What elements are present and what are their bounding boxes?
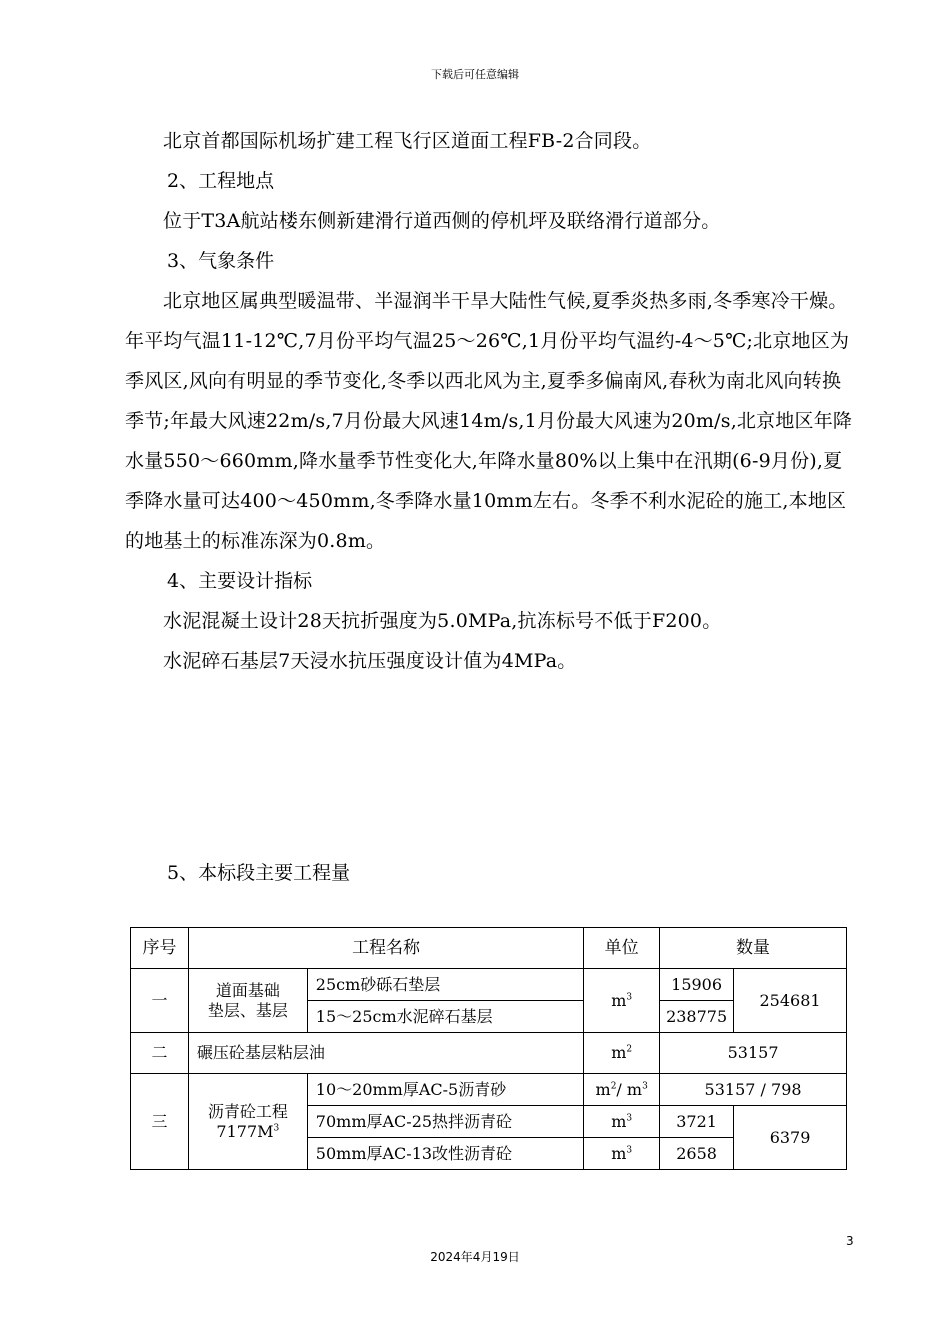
- paragraph-base-strength: 水泥碎石基层7天浸水抗压强度设计值为4MPa。: [163, 650, 577, 672]
- row3-qty-c: 2658: [660, 1138, 734, 1170]
- unit-sup: 2: [610, 1081, 617, 1092]
- unit-sup: 3: [642, 1081, 648, 1092]
- heading-location: 2、工程地点: [167, 170, 275, 192]
- unit-base: m: [611, 1111, 627, 1131]
- table-row: [131, 969, 847, 1001]
- quantities-table: [130, 927, 847, 1170]
- row2-no: 二: [131, 1033, 189, 1074]
- table-header-row: [131, 928, 847, 969]
- row1-group-line2: 垫层、基层: [207, 1000, 288, 1020]
- group-line2-base: 7177M: [216, 1121, 274, 1141]
- paragraph-weather: 北京地区属典型暖温带、半湿润半干旱大陆性气候,夏季炎热多雨,冬季寒冷干燥。年平均气温11-12℃,7月份平均气温25～26℃,1月份平均气温约-4～5℃;北京地区为季风区,风向有明显的季节变化,冬季以西北风为主,夏季多偏南风,春秋为南北风向转换季节;年最大风速22m/s,7月份最大风速14m/s,1月份最大风速为20m/s,北京地区年降水量550～660mm,降水量季节性变化大,年降水量80%以上集中在汛期(6-9月份),夏季降水量可达400～450mm,冬季降水量10mm左右。冬季不利水泥砼的施工,本地区的地基土的标准冻深为0.8m。: [125, 290, 853, 552]
- row1-qty-b: 238775: [660, 1001, 734, 1033]
- row3-total: 6379: [734, 1106, 847, 1170]
- unit-base: m: [611, 990, 627, 1010]
- unit-sup: 2: [626, 1044, 633, 1055]
- page-footer-date: 2024年4月19日: [430, 1250, 520, 1264]
- heading-quantities: 5、本标段主要工程量: [167, 862, 351, 884]
- row3-item-a: 10～20mm厚AC-5沥青砂: [307, 1074, 583, 1106]
- header-qty: 数量: [660, 928, 847, 969]
- row3-item-b: 70mm厚AC-25热拌沥青砼: [307, 1106, 583, 1138]
- row1-unit: [584, 969, 660, 1033]
- row3-group: [188, 1074, 307, 1170]
- page-header: 下载后可任意编辑: [431, 68, 519, 81]
- unit-base: m: [595, 1079, 611, 1099]
- row1-item-a: 25cm砂砾石垫层: [307, 969, 583, 1001]
- row2-unit: [584, 1033, 660, 1074]
- heading-weather: 3、气象条件: [167, 250, 275, 272]
- unit-sup: 3: [626, 1145, 633, 1156]
- row3-item-c: 50mm厚AC-13改性沥青砼: [307, 1138, 583, 1170]
- row3-group-line2: [193, 1122, 303, 1142]
- row3-unit-a: [584, 1074, 660, 1106]
- unit-base: m: [611, 1143, 627, 1163]
- table-row: [131, 1033, 847, 1074]
- row1-total: 254681: [734, 969, 847, 1033]
- unit-separator: /: [616, 1079, 627, 1099]
- row1-item-b: 15～25cm水泥碎石基层: [307, 1001, 583, 1033]
- row2-qty: 53157: [660, 1033, 847, 1074]
- row1-group-line1: 道面基础: [215, 980, 280, 1000]
- row3-unit-b: [584, 1106, 660, 1138]
- heading-design-index: 4、主要设计指标: [167, 570, 313, 592]
- group-line2-sup: 3: [273, 1123, 280, 1134]
- header-name: 工程名称: [188, 928, 583, 969]
- row1-qty-a: 15906: [660, 969, 734, 1001]
- document-body: [125, 121, 860, 681]
- row3-unit-c: [584, 1138, 660, 1170]
- row3-qty-a: 53157 / 798: [660, 1074, 847, 1106]
- row1-no: 一: [131, 969, 189, 1033]
- row3-group-line1: 沥青砼工程: [207, 1101, 288, 1121]
- header-unit: 单位: [584, 928, 660, 969]
- unit-sup: 3: [626, 992, 633, 1003]
- unit-base: m: [611, 1043, 627, 1062]
- page-number: 3: [846, 1234, 854, 1248]
- header-no: 序号: [131, 928, 189, 969]
- paragraph-location: 位于T3A航站楼东侧新建滑行道西侧的停机坪及联络滑行道部分。: [163, 210, 721, 232]
- paragraph-contract: 北京首都国际机场扩建工程飞行区道面工程FB-2合同段。: [163, 130, 652, 152]
- unit-sup: 3: [626, 1113, 633, 1124]
- table-row: [131, 1074, 847, 1106]
- unit-base: m: [626, 1079, 643, 1099]
- row3-no: 三: [131, 1074, 189, 1170]
- row3-qty-b: 3721: [660, 1106, 734, 1138]
- paragraph-concrete-strength: 水泥混凝土设计28天抗折强度为5.0MPa,抗冻标号不低于F200。: [163, 610, 722, 632]
- row1-group: [188, 969, 307, 1033]
- row2-item: 碾压砼基层粘层油: [188, 1033, 583, 1074]
